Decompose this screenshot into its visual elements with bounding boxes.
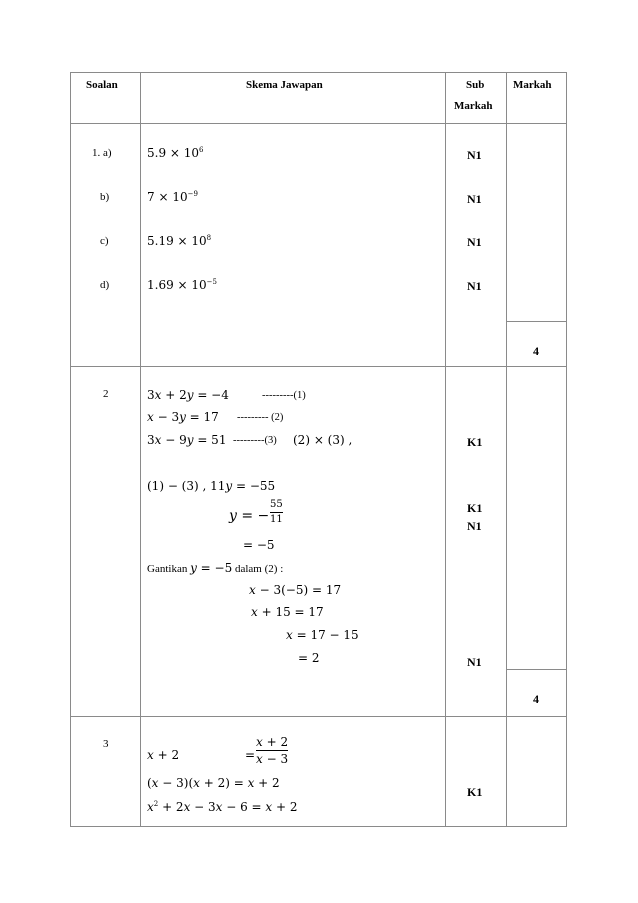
- q1c-answer: [147, 235, 211, 247]
- q1c-label: c): [100, 235, 109, 247]
- q1c-mantissa: 5.19 × 10: [147, 234, 207, 248]
- skema-column-divider: [445, 72, 446, 827]
- q1c-mark: N1: [467, 235, 482, 249]
- header-bottom-border: [70, 123, 567, 124]
- q2-substitution-math: 𝑦 = −5: [190, 561, 233, 575]
- soalan-column-divider: [140, 72, 141, 827]
- row2-markah-divider: [506, 669, 567, 670]
- q3-numerator: 𝑥 + 2: [256, 735, 289, 749]
- q2-equation-1-tag: ---------(1): [262, 390, 306, 401]
- q2-mark-2: K1: [467, 501, 483, 515]
- q1d-exponent: −5: [206, 278, 217, 286]
- q2-equation-1: 3𝑥 + 2𝑦 = −4: [147, 388, 229, 402]
- q2-y-numerator: 55: [270, 499, 283, 510]
- q1a-answer: [147, 147, 204, 159]
- q2-elimination-step: (1) − (3) , 11𝑦 = −55: [147, 479, 276, 493]
- q2-y-denominator: 11: [270, 514, 283, 525]
- q2-substitution-text: Gantikan: [147, 563, 188, 575]
- q2-label: 2: [103, 388, 109, 400]
- header-soalan: Soalan: [86, 79, 118, 91]
- q3-equals: =: [245, 748, 256, 762]
- q2-y-lhs: 𝑦 = −: [229, 508, 270, 524]
- q3-label: 3: [103, 738, 109, 750]
- q1c-exponent: 8: [206, 234, 212, 242]
- table-bottom-border: [70, 826, 567, 827]
- q3-line-3-exponent: 2: [153, 800, 159, 808]
- q3-fraction-bar: [256, 750, 288, 751]
- q2-equation-3: 3𝑥 − 9𝑦 = 51: [147, 433, 227, 447]
- q2-equation-2-tag: --------- (2): [237, 412, 284, 423]
- row2-bottom-border: [70, 716, 567, 717]
- q1a-mantissa: 5.9 × 10: [147, 146, 200, 160]
- q1a-mark: N1: [467, 148, 482, 162]
- q3-line-3-base: 𝑥: [147, 800, 154, 814]
- q2-substitution-rest: dalam (2) :: [234, 563, 284, 575]
- table-top-border: [70, 72, 567, 73]
- q2-y-fraction: [270, 500, 283, 525]
- q3-mark: K1: [467, 785, 483, 799]
- q2-total-mark: 4: [533, 692, 539, 706]
- header-sub-line1: Sub: [466, 79, 485, 91]
- q1b-mark: N1: [467, 192, 482, 206]
- q2-equation-2: 𝑥 − 3𝑦 = 17: [147, 410, 219, 424]
- table-left-border: [70, 72, 71, 827]
- q1b-answer: [147, 191, 198, 203]
- q2-equation-3-note: (2) × (3) ,: [293, 433, 353, 447]
- q2-line-c: 𝑥 = 17 − 15: [286, 628, 359, 642]
- row1-bottom-border: [70, 366, 567, 367]
- q2-mark-4: N1: [467, 655, 482, 669]
- q1b-mantissa: 7 × 10: [147, 190, 188, 204]
- q2-y-fraction-bar: [270, 512, 283, 513]
- q1d-mark: N1: [467, 279, 482, 293]
- q1b-label: b): [100, 191, 110, 203]
- q3-lhs: 𝑥 + 2: [147, 748, 180, 762]
- q2-line-d: = 2: [298, 651, 320, 665]
- header-sub-line2: Markah: [454, 100, 493, 112]
- q1d-label: d): [100, 279, 110, 291]
- q1d-answer: [147, 279, 217, 291]
- q2-mark-3: N1: [467, 519, 482, 533]
- table-right-border: [566, 72, 567, 827]
- q2-y-value: = −5: [243, 538, 275, 552]
- q1-total-mark: 4: [533, 344, 539, 358]
- q1d-mantissa: 1.69 × 10: [147, 278, 207, 292]
- q3-line-3: [147, 801, 298, 813]
- q3-fraction: [256, 736, 288, 765]
- q2-substitution-line: [147, 562, 283, 575]
- q3-line-3-rest: + 2𝑥 − 3𝑥 − 6 = 𝑥 + 2: [158, 800, 298, 814]
- row1-markah-divider: [506, 321, 567, 322]
- q1a-exponent: 6: [199, 146, 204, 154]
- header-markah: Markah: [513, 79, 552, 91]
- header-skema-jawapan: Skema Jawapan: [246, 79, 323, 91]
- q3-denominator: 𝑥 − 3: [256, 752, 289, 766]
- sub-column-divider: [506, 72, 507, 827]
- q1a-label: 1. a): [92, 147, 112, 159]
- q2-mark-1: K1: [467, 435, 483, 449]
- q2-line-b: 𝑥 + 15 = 17: [251, 605, 324, 619]
- q3-line-2: (𝑥 − 3)(𝑥 + 2) = 𝑥 + 2: [147, 776, 280, 790]
- q2-equation-3-tag: ---------(3): [233, 435, 277, 446]
- q1b-exponent: −9: [187, 190, 198, 198]
- q2-line-a: 𝑥 − 3(−5) = 17: [249, 583, 342, 597]
